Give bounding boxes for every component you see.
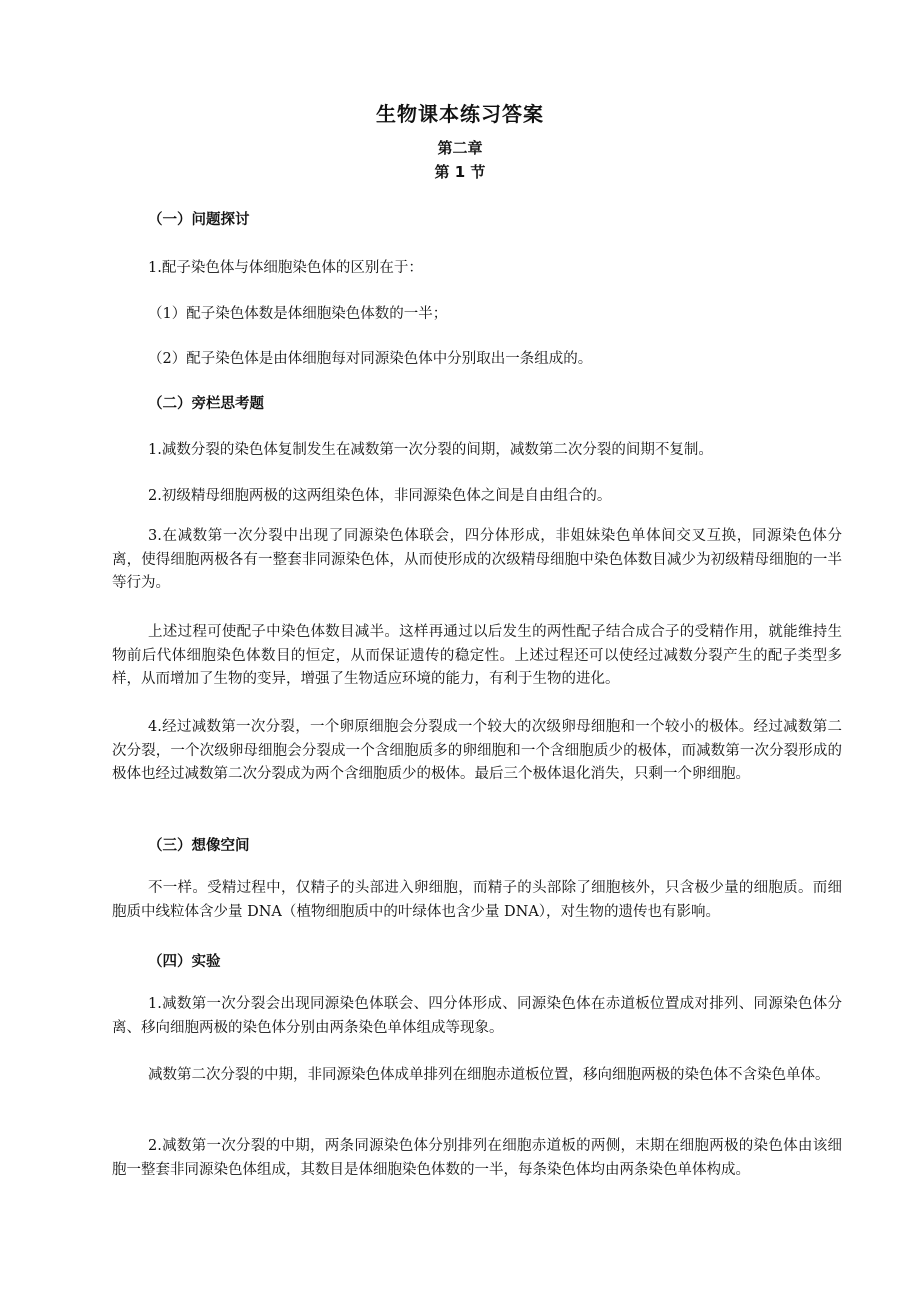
s2-item-2: 2.初级精母细胞两极的这两组染色体，非同源染色体之间是自由组合的。 <box>148 488 612 504</box>
s4-item-2: 2.减数第一次分裂的中期，两条同源染色体分别排列在细胞赤道板的两侧，末期在细胞两极的染色体由该细胞一整套非同源染色体组成，其数目是体细胞染色体数的一半，每条染色体均由两条染色单体构成。 <box>112 1138 842 1178</box>
s1-point-2: （2）配子染色体是由体细胞每对同源染色体中分别取出一条组成的。 <box>148 351 593 367</box>
document-title: 生物课本练习答案 <box>376 102 544 126</box>
heading-imagination-space: （三）想像空间 <box>148 838 250 854</box>
s4-item-1: 1.减数第一次分裂会出现同源染色体联会、四分体形成、同源染色体在赤道板位置成对排列、同源染色体分离、移向细胞两极的染色体分别由两条染色单体组成等现象。 <box>112 996 842 1036</box>
s3-text: 不一样。受精过程中，仅精子的头部进入卵细胞，而精子的头部除了细胞核外，只含极少量的细胞质。而细胞质中线粒体含少量 DNA（植物细胞质中的叶绿体也含少量 DNA），对生物的遗传也有影响。 <box>112 880 842 920</box>
s4-item-1-continued: 减数第二次分裂的中期，非同源染色体成单排列在细胞赤道板位置，移向细胞两极的染色体不含染色单体。 <box>148 1067 830 1083</box>
heading-problem-discussion: （一）问题探讨 <box>148 212 250 228</box>
section-heading: 第 1 节 <box>434 163 486 181</box>
s1-point-1: （1）配子染色体数是体细胞染色体数的一半； <box>148 306 448 322</box>
heading-experiment: （四）实验 <box>148 954 221 970</box>
s2-item-3: 3.在减数第一次分裂中出现了同源染色体联会，四分体形成，非姐妹染色单体间交叉互换，同源染色体分离，使得细胞两极各有一整套非同源染色体，从而使形成的次级精母细胞中染色体数目减少为初级精母细胞的一半等行为。 <box>112 528 842 591</box>
s2-item-4: 4.经过减数第一次分裂，一个卵原细胞会分裂成一个较大的次级卵母细胞和一个较小的极体。经过减数第二次分裂，一个次级卵母细胞会分裂成一个含细胞质多的卵细胞和一个含细胞质少的极体，而减数第一次分裂形成的极体也经过减数第二次分裂成为两个含细胞质少的极体。最后三个极体退化消失，只剩一个卵细胞。 <box>112 719 842 782</box>
s1-intro: 1.配子染色体与体细胞染色体的区别在于： <box>148 260 423 276</box>
s2-item-1: 1.减数分裂的染色体复制发生在减数第一次分裂的间期，减数第二次分裂的间期不复制。 <box>148 442 713 458</box>
chapter-heading: 第二章 <box>437 139 483 157</box>
s2-item-3-continued: 上述过程可使配子中染色体数目减半。这样再通过以后发生的两性配子结合成合子的受精作用，就能维持生物前后代体细胞染色体数目的恒定，从而保证遗传的稳定性。上述过程还可以使经过减数分裂产生的配子类型多样，从而增加了生物的变异，增强了生物适应环境的能力，有利于生物的进化。 <box>112 624 842 687</box>
heading-sidebar-questions: （二）旁栏思考题 <box>148 396 264 412</box>
